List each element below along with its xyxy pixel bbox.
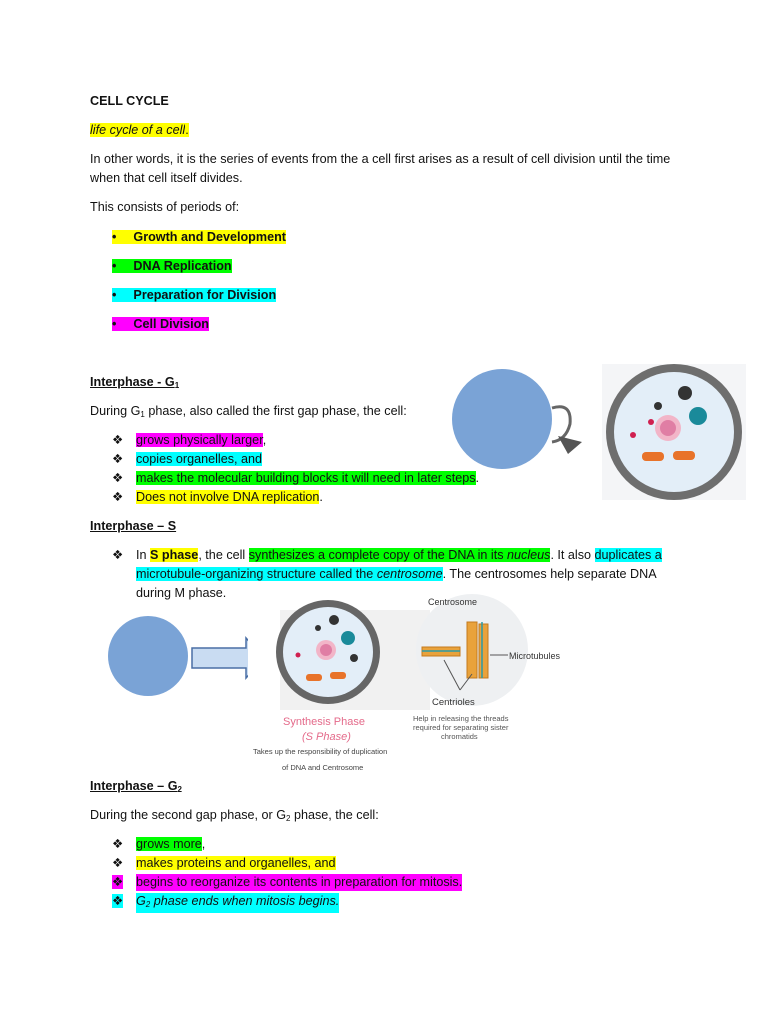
diamond-bullet-icon: ❖: [112, 894, 124, 908]
help-text: chromatids: [441, 732, 478, 741]
list-item: ❖ begins to reorganize its contents in preparation for mitosis.: [112, 875, 463, 889]
definition-text: life cycle of a cell: [90, 123, 186, 137]
organelle: [296, 653, 301, 658]
organelle: [329, 615, 339, 625]
bullet-dot: •: [112, 230, 117, 244]
definition-line: [90, 122, 189, 139]
g2-intro: During the second gap phase, or $G_2$ phase, the cell:: [90, 808, 379, 823]
organelle: [654, 402, 662, 410]
g1-cell-figure: [448, 362, 748, 502]
organelle: [341, 631, 355, 645]
microtubules-label: Microtubules: [509, 651, 561, 661]
mitochondrion: [642, 452, 664, 461]
mitochondrion: [673, 451, 695, 460]
figure-caption: of DNA and Centrosome: [282, 763, 364, 772]
diamond-bullet-icon: ❖: [112, 490, 124, 504]
help-text: Help in releasing the threads: [413, 714, 509, 723]
organelle: [315, 625, 321, 631]
diamond-bullet-icon: ❖: [112, 856, 124, 870]
list-item: ❖ makes the molecular building blocks it will need in later steps.: [112, 471, 479, 485]
page-title: CELL CYCLE: [90, 94, 169, 108]
period-label: DNA Replication: [116, 259, 231, 273]
centriole: [479, 624, 488, 678]
organelle: [350, 654, 358, 662]
centrosome-label: Centrosome: [428, 597, 478, 607]
diamond-bullet-icon: ❖: [112, 433, 124, 447]
s-paragraph-line-2: microtubule-organizing structure called the centrosome. The centrosomes help separate DNA: [136, 567, 657, 581]
period-label: Cell Division: [116, 317, 209, 331]
nucleolus: [660, 420, 676, 436]
s-heading: Interphase – S: [90, 519, 177, 533]
intro-line-1: In other words, it is the series of events from the a cell first arises as a result of cell division until the time: [90, 152, 671, 166]
organelle: [678, 386, 692, 400]
list-item: ❖ makes proteins and organelles, and: [112, 856, 336, 870]
s-paragraph-line-1: ❖ In S phase, the cell synthesizes a complete copy of the DNA in its nucleus. It also duplicates a: [112, 548, 662, 562]
cell-circle: [452, 369, 552, 469]
definition-end: .: [185, 123, 189, 137]
list-item: ❖ $G_2$ phase ends when mitosis begins.: [112, 893, 123, 910]
diamond-bullet-icon: ❖: [112, 452, 124, 466]
bullet-dot: •: [112, 259, 117, 273]
list-item: ❖ Does not involve DNA replication.: [112, 490, 323, 504]
centrioles-label: Centrioles: [432, 697, 475, 708]
s-phase-figure: [100, 590, 570, 780]
figure-caption: Takes up the responsibility of duplication: [253, 747, 388, 756]
period-label: Preparation for Division: [116, 288, 276, 302]
list-item: [112, 229, 286, 246]
list-item: [112, 287, 276, 304]
mitochondrion: [330, 672, 346, 679]
list-item: ❖ grows physically larger,: [112, 433, 267, 447]
list-item: [112, 316, 209, 333]
consists-line: This consists of periods of:: [90, 200, 240, 214]
curved-arrow-icon: [552, 407, 570, 442]
g1-heading: Interphase - $G_1$: [90, 375, 180, 390]
period-label: Growth and Development: [116, 230, 286, 244]
organelle: [689, 407, 707, 425]
s-paragraph-line-3: during M phase.: [136, 586, 227, 600]
intro-line-2: when that cell itself divides.: [90, 171, 243, 185]
bullet-dot: •: [112, 317, 117, 331]
arrow-head-icon: [558, 436, 582, 454]
list-item: [112, 258, 232, 275]
nucleolus: [320, 644, 332, 656]
g2-heading: Interphase – $G_2$: [90, 779, 182, 794]
diamond-bullet-icon: ❖: [112, 837, 124, 851]
g1-intro: During $G_1$ phase, also called the first gap phase, the cell:: [90, 404, 407, 419]
organelle: [648, 419, 654, 425]
list-item: ❖ grows more,: [112, 837, 206, 851]
organelle: [630, 432, 636, 438]
list-item: ❖ copies organelles, and: [112, 452, 263, 466]
diamond-bullet-icon: ❖: [112, 875, 124, 889]
help-text: required for separating sister: [413, 723, 509, 732]
diamond-bullet-icon: ❖: [112, 548, 124, 562]
bullet-dot: •: [112, 288, 117, 302]
cell-circle: [108, 616, 188, 696]
mitochondrion: [306, 674, 322, 681]
centriole: [467, 622, 477, 678]
phase-short: (S Phase): [302, 731, 351, 743]
diamond-bullet-icon: ❖: [112, 471, 124, 485]
phase-name: Synthesis Phase: [283, 716, 365, 728]
